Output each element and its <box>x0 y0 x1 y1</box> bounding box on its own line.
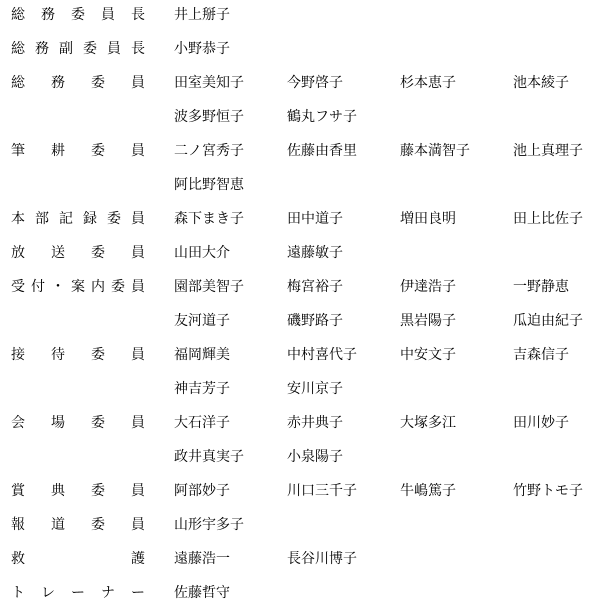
role-label: 救 護 <box>11 551 145 567</box>
member-name: 遠藤浩一 <box>174 551 230 567</box>
roster-row <box>0 175 604 195</box>
roster-row <box>0 209 604 229</box>
roster-row <box>0 243 604 263</box>
member-name: 中村喜代子 <box>287 347 357 363</box>
member-name: 政井真実子 <box>174 449 244 465</box>
role-label: 放 送 委 員 <box>11 245 145 261</box>
member-name: 磯野路子 <box>287 313 343 329</box>
member-name: 山形宇多子 <box>174 517 244 533</box>
role-label: 本 部 記 録 委 員 <box>11 211 145 227</box>
role-label: 総 務 副 委 員 長 <box>11 41 145 57</box>
member-name: 梅宮裕子 <box>287 279 343 295</box>
roster-row <box>0 345 604 365</box>
role-label: 会 場 委 員 <box>11 415 145 431</box>
member-name: 佐藤由香里 <box>287 143 357 159</box>
member-name: 二ノ宮秀子 <box>174 143 244 159</box>
role-label: 報 道 委 員 <box>11 517 145 533</box>
member-name: 増田良明 <box>400 211 456 227</box>
member-name: 園部美智子 <box>174 279 244 295</box>
member-name: 遠藤敏子 <box>287 245 343 261</box>
member-name: 中安文子 <box>400 347 456 363</box>
member-name: 鶴丸フサ子 <box>287 109 357 125</box>
role-label: 接 待 委 員 <box>11 347 145 363</box>
role-label: ト レ ー ナ ー <box>11 585 145 601</box>
member-name: 吉森信子 <box>513 347 569 363</box>
member-name: 田上比佐子 <box>513 211 583 227</box>
member-name: 杉本恵子 <box>400 75 456 91</box>
member-name: 井上掰子 <box>174 7 230 23</box>
member-name: 波多野恒子 <box>174 109 244 125</box>
member-name: 小野恭子 <box>174 41 230 57</box>
roster-row <box>0 379 604 399</box>
roster-row <box>0 107 604 127</box>
member-name: 阿部妙子 <box>174 483 230 499</box>
member-name: 黒岩陽子 <box>400 313 456 329</box>
member-name: 赤井典子 <box>287 415 343 431</box>
role-label: 筆 耕 委 員 <box>11 143 145 159</box>
roster-row <box>0 583 604 603</box>
roster-row <box>0 549 604 569</box>
member-name: 瓜迫由紀子 <box>513 313 583 329</box>
member-name: 田室美知子 <box>174 75 244 91</box>
member-name: 長谷川博子 <box>287 551 357 567</box>
member-name: 福岡輝美 <box>174 347 230 363</box>
role-label: 賞 典 委 員 <box>11 483 145 499</box>
member-name: 今野啓子 <box>287 75 343 91</box>
member-name: 佐藤哲守 <box>174 585 230 601</box>
roster-row <box>0 311 604 331</box>
member-name: 森下まき子 <box>174 211 244 227</box>
role-label: 受 付 ・ 案 内 委 員 <box>11 279 145 295</box>
member-name: 川口三千子 <box>287 483 357 499</box>
role-label: 総 務 委 員 長 <box>11 7 145 23</box>
roster-row <box>0 481 604 501</box>
member-name: 竹野トモ子 <box>513 483 583 499</box>
member-name: 神吉芳子 <box>174 381 230 397</box>
member-name: 池本綾子 <box>513 75 569 91</box>
member-name: 友河道子 <box>174 313 230 329</box>
member-name: 安川京子 <box>287 381 343 397</box>
roster-row <box>0 5 604 25</box>
roster-row <box>0 277 604 297</box>
member-name: 阿比野智恵 <box>174 177 244 193</box>
member-name: 田中道子 <box>287 211 343 227</box>
member-name: 藤本満智子 <box>400 143 470 159</box>
roster-row <box>0 413 604 433</box>
role-label: 総 務 委 員 <box>11 75 145 91</box>
member-name: 伊達浩子 <box>400 279 456 295</box>
roster-row <box>0 515 604 535</box>
member-name: 小泉陽子 <box>287 449 343 465</box>
roster-row <box>0 73 604 93</box>
member-name: 大塚多江 <box>400 415 456 431</box>
member-name: 池上真理子 <box>513 143 583 159</box>
roster-row <box>0 141 604 161</box>
member-name: 一野静恵 <box>513 279 569 295</box>
roster-row <box>0 447 604 467</box>
roster-row <box>0 39 604 59</box>
member-name: 牛嶋篤子 <box>400 483 456 499</box>
member-name: 田川妙子 <box>513 415 569 431</box>
member-name: 大石洋子 <box>174 415 230 431</box>
member-name: 山田大介 <box>174 245 230 261</box>
